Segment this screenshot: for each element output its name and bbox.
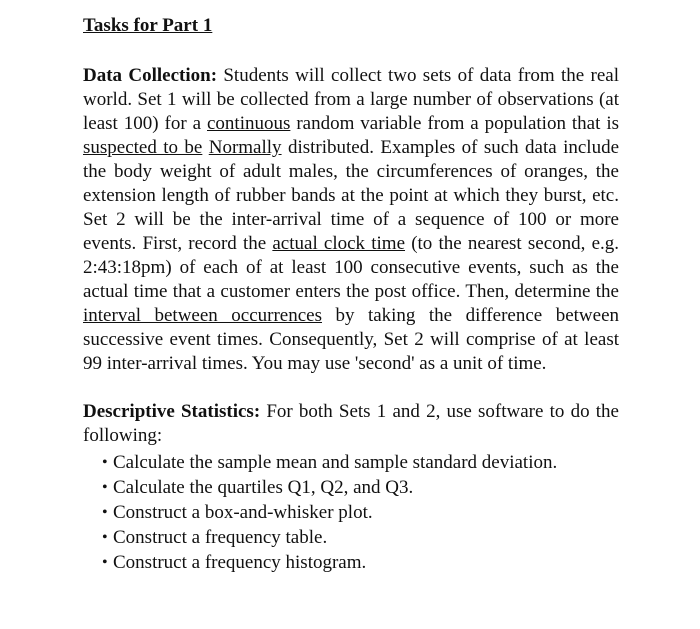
data-collection-text-2: random variable from a population that is bbox=[290, 113, 619, 134]
bullet-icon: • bbox=[102, 504, 108, 521]
underlined-clock-time: actual clock time bbox=[272, 233, 406, 254]
descriptive-statistics-heading: Descriptive Statistics: bbox=[83, 401, 261, 422]
list-item-text: Calculate the sample mean and sample standard deviation. bbox=[113, 452, 558, 473]
document-page bbox=[83, 14, 619, 575]
descriptive-statistics-text: For both Sets 1 and 2, use software to do the following: bbox=[83, 401, 619, 446]
list-item-text: Construct a frequency table. bbox=[113, 527, 328, 548]
paragraph-spacer bbox=[83, 376, 619, 400]
list-item bbox=[83, 550, 619, 575]
data-collection-text-6: by taking the difference between successive event times. Consequently, Set 2 will comprise of at least 99 inter-arrival times. You may use 'second' as a unit of time. bbox=[83, 305, 620, 374]
underlined-normally: Normally bbox=[208, 137, 282, 158]
data-collection-heading: Data Collection: bbox=[83, 65, 218, 86]
data-collection-text-5: (to the nearest second, e.g. 2:43:18pm) of each of at least 100 consecutive events, such as the actual time that a customer enters the post office. Then, determine the bbox=[83, 233, 619, 302]
list-item bbox=[83, 450, 619, 475]
underlined-continuous: continuous bbox=[207, 113, 291, 134]
list-item-text: Construct a box-and-whisker plot. bbox=[113, 502, 373, 523]
data-collection-text-1: Students will collect two sets of data from the real world. Set 1 will be collected from a large number of observations (at least 100) for a bbox=[83, 65, 620, 134]
bullet-icon: • bbox=[102, 554, 108, 571]
data-collection-paragraph bbox=[83, 64, 619, 376]
underlined-suspected: suspected to be bbox=[83, 137, 203, 158]
list-item-text: Construct a frequency histogram. bbox=[113, 552, 367, 573]
list-item bbox=[83, 525, 619, 550]
list-item-text: Calculate the quartiles Q1, Q2, and Q3. bbox=[113, 477, 414, 498]
page-title: Tasks for Part 1 bbox=[83, 15, 213, 36]
bullet-icon: • bbox=[102, 479, 108, 496]
task-bullet-list bbox=[83, 450, 619, 575]
list-item bbox=[83, 500, 619, 525]
list-item bbox=[83, 475, 619, 500]
bullet-icon: • bbox=[102, 454, 108, 471]
bullet-icon: • bbox=[102, 529, 108, 546]
underlined-interval: interval between occurrences bbox=[83, 305, 322, 326]
data-collection-text-4: distributed. Examples of such data include the body weight of adult males, the circumferences of oranges, the extension length of rubber bands at the point at which they burst, etc. Set 2 will be the inter-arrival time of a sequence of 100 or more events. First, record the bbox=[83, 137, 620, 254]
descriptive-statistics-paragraph bbox=[83, 400, 619, 448]
